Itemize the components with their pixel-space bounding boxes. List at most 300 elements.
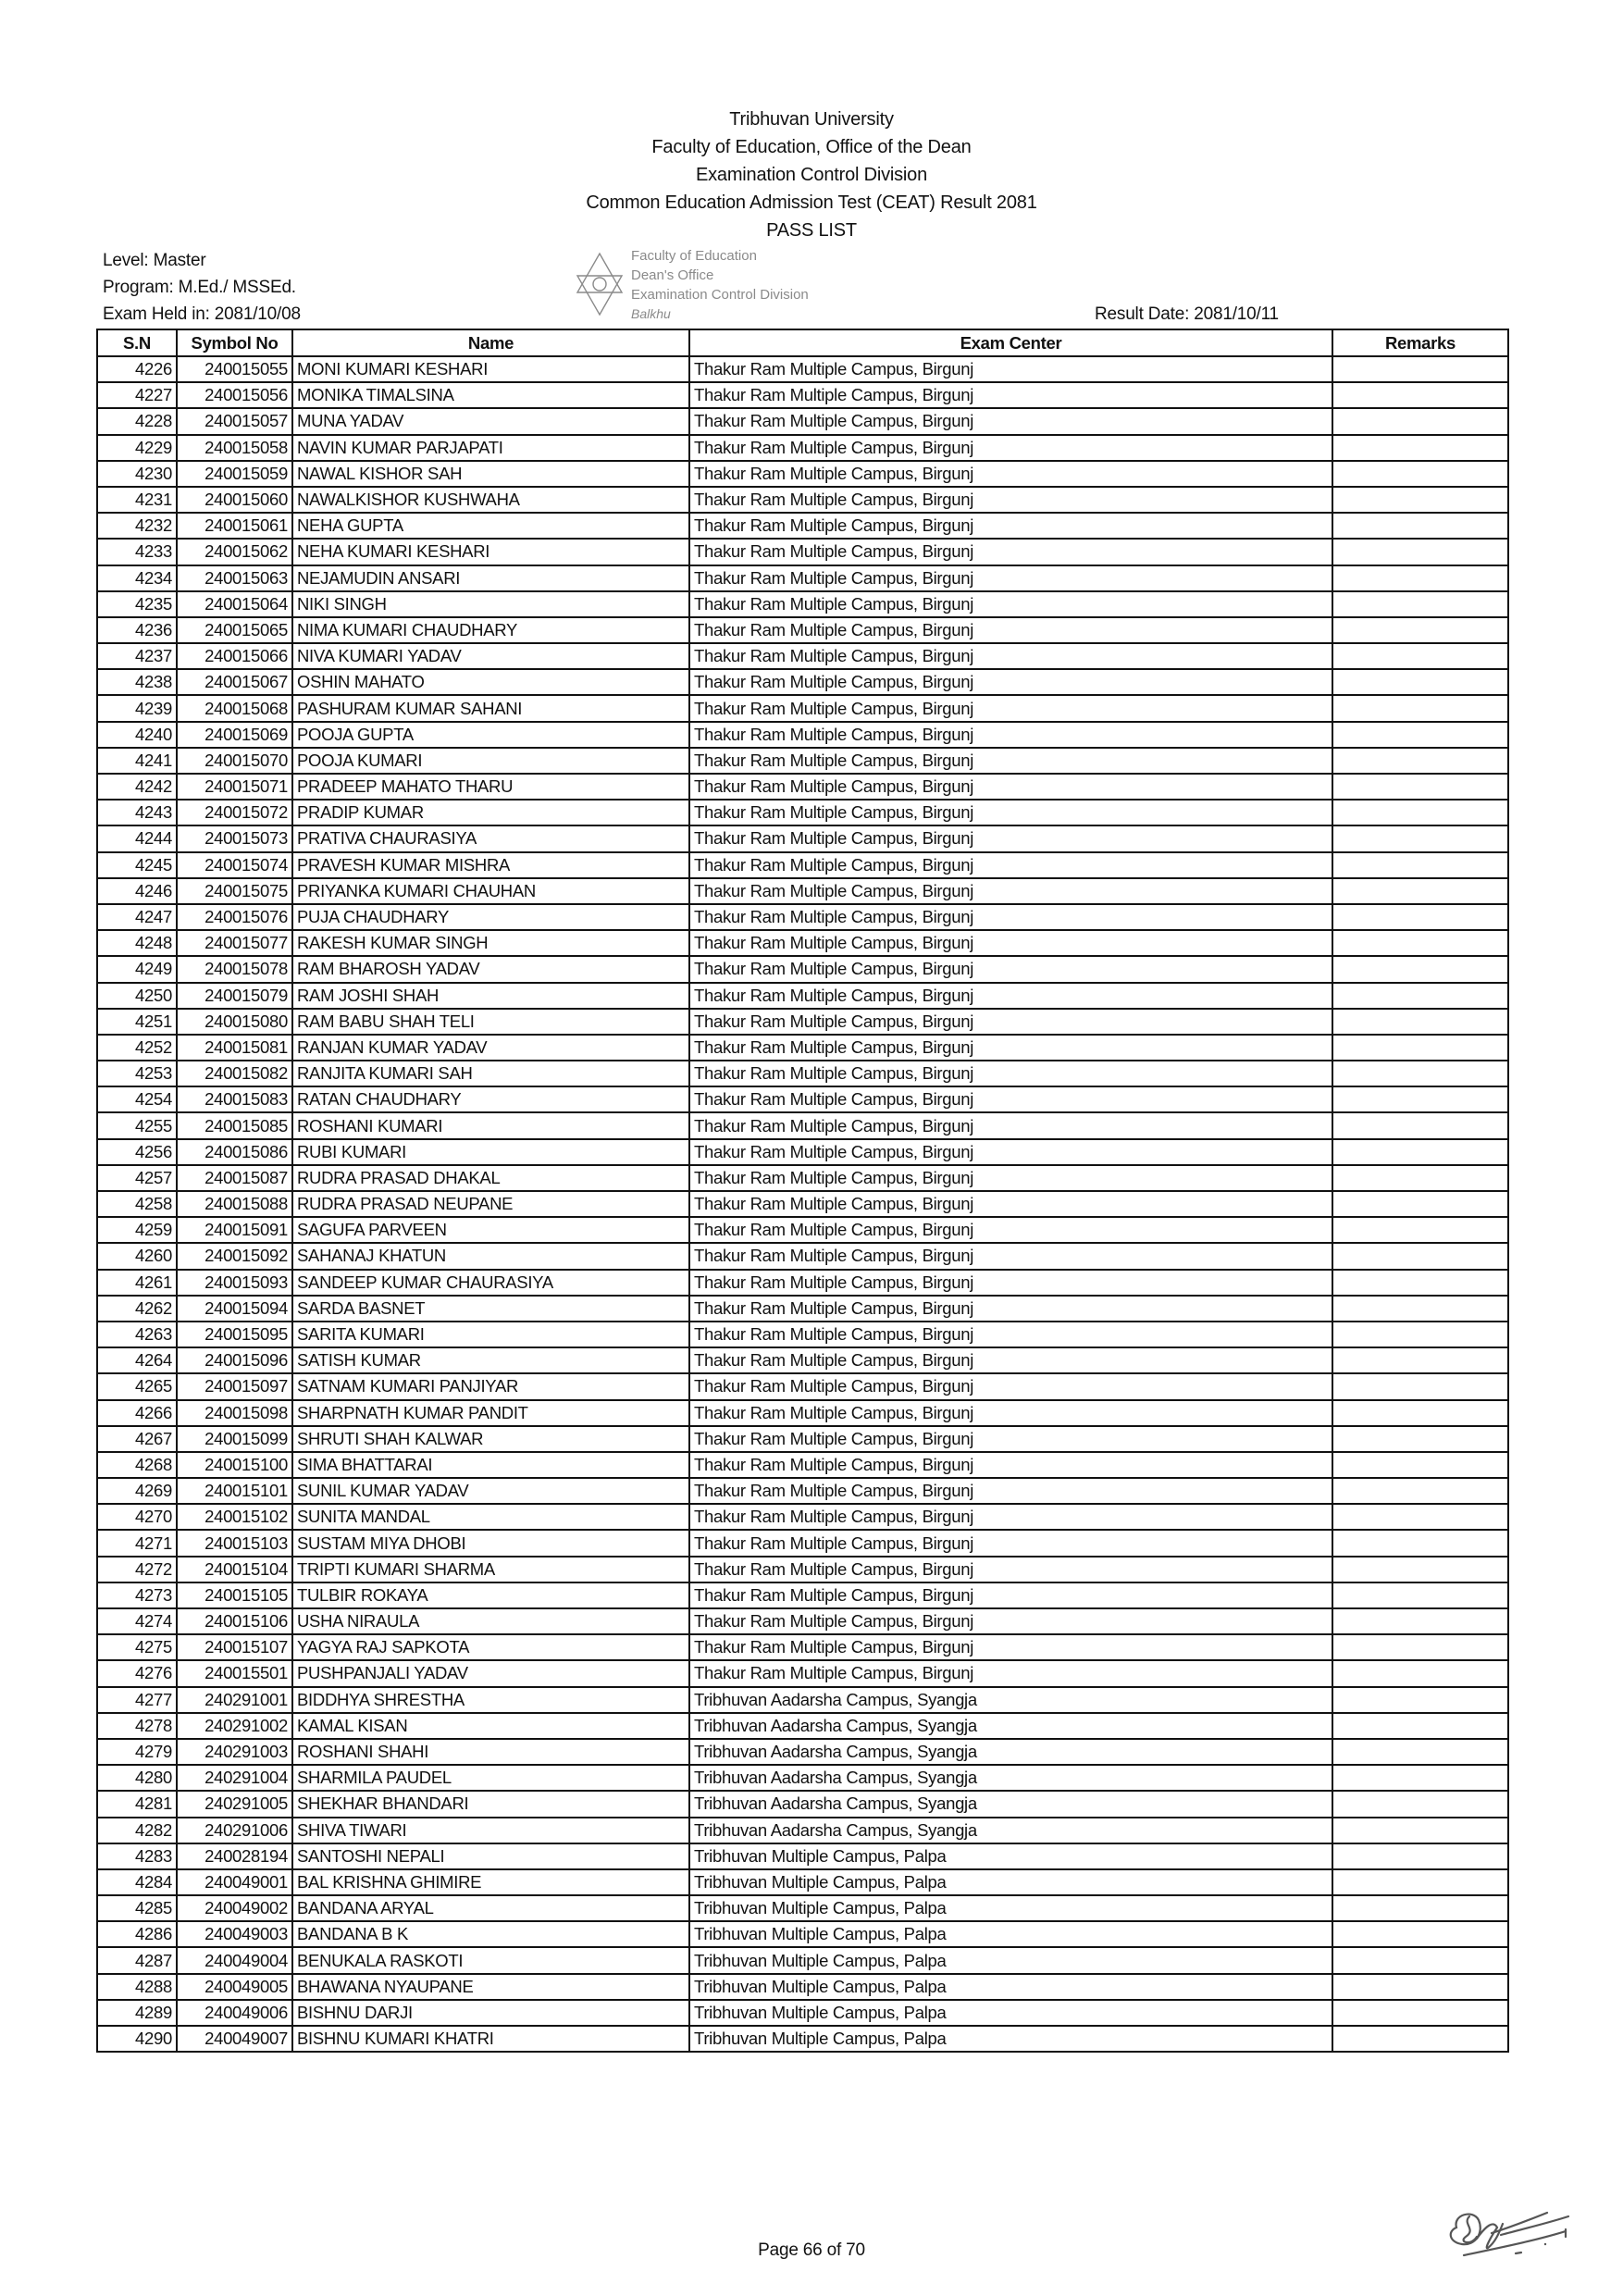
cell-remarks bbox=[1332, 1974, 1508, 2000]
cell-symbol-no: 240015062 bbox=[177, 539, 292, 565]
cell-exam-center: Thakur Ram Multiple Campus, Birgunj bbox=[689, 1608, 1332, 1634]
emblem-icon bbox=[574, 250, 626, 320]
table-row bbox=[97, 1557, 1508, 1582]
cell-symbol-no: 240015058 bbox=[177, 435, 292, 461]
cell-remarks bbox=[1332, 461, 1508, 487]
cell-exam-center: Thakur Ram Multiple Campus, Birgunj bbox=[689, 408, 1332, 434]
table-row bbox=[97, 1504, 1508, 1530]
cell-name: RANJITA KUMARI SAH bbox=[292, 1061, 689, 1086]
cell-remarks bbox=[1332, 722, 1508, 748]
cell-exam-center: Thakur Ram Multiple Campus, Birgunj bbox=[689, 800, 1332, 825]
cell-sn: 4283 bbox=[97, 1843, 177, 1869]
cell-sn: 4270 bbox=[97, 1504, 177, 1530]
cell-remarks bbox=[1332, 1713, 1508, 1739]
cell-name: SAGUFA PARVEEN bbox=[292, 1217, 689, 1243]
table-row bbox=[97, 1296, 1508, 1322]
cell-symbol-no: 240015070 bbox=[177, 748, 292, 774]
cell-exam-center: Tribhuvan Multiple Campus, Palpa bbox=[689, 1895, 1332, 1921]
cell-remarks bbox=[1332, 1373, 1508, 1399]
cell-exam-center: Thakur Ram Multiple Campus, Birgunj bbox=[689, 1270, 1332, 1296]
cell-sn: 4281 bbox=[97, 1791, 177, 1817]
cell-symbol-no: 240015060 bbox=[177, 487, 292, 513]
cell-sn: 4232 bbox=[97, 513, 177, 539]
cell-symbol-no: 240015075 bbox=[177, 878, 292, 904]
cell-remarks bbox=[1332, 930, 1508, 956]
cell-remarks bbox=[1332, 617, 1508, 643]
table-row bbox=[97, 1869, 1508, 1895]
cell-remarks bbox=[1332, 1243, 1508, 1269]
cell-name: SAHANAJ KHATUN bbox=[292, 1243, 689, 1269]
cell-name: POOJA KUMARI bbox=[292, 748, 689, 774]
cell-name: BHAWANA NYAUPANE bbox=[292, 1974, 689, 2000]
cell-remarks bbox=[1332, 1165, 1508, 1191]
table-row bbox=[97, 1843, 1508, 1869]
cell-name: BISHNU KUMARI KHATRI bbox=[292, 2026, 689, 2052]
cell-symbol-no: 240291006 bbox=[177, 1818, 292, 1843]
cell-symbol-no: 240015055 bbox=[177, 356, 292, 382]
cell-symbol-no: 240015068 bbox=[177, 695, 292, 721]
table-row bbox=[97, 435, 1508, 461]
table-row bbox=[97, 1217, 1508, 1243]
cell-name: NEJAMUDIN ANSARI bbox=[292, 565, 689, 591]
cell-symbol-no: 240015099 bbox=[177, 1426, 292, 1452]
cell-sn: 4234 bbox=[97, 565, 177, 591]
cell-remarks bbox=[1332, 669, 1508, 695]
cell-name: RANJAN KUMAR YADAV bbox=[292, 1035, 689, 1061]
cell-sn: 4268 bbox=[97, 1452, 177, 1478]
cell-name: NEHA KUMARI KESHARI bbox=[292, 539, 689, 565]
table-row bbox=[97, 1608, 1508, 1634]
table-row bbox=[97, 617, 1508, 643]
cell-remarks bbox=[1332, 1687, 1508, 1713]
cell-remarks bbox=[1332, 1347, 1508, 1373]
cell-remarks bbox=[1332, 878, 1508, 904]
cell-sn: 4251 bbox=[97, 1009, 177, 1035]
stamp-top-arc: Faculty of Education bbox=[631, 248, 757, 264]
cell-remarks bbox=[1332, 904, 1508, 930]
table-row bbox=[97, 956, 1508, 982]
stamp-middle: Dean's Office bbox=[631, 267, 714, 283]
cell-symbol-no: 240015059 bbox=[177, 461, 292, 487]
cell-remarks bbox=[1332, 774, 1508, 800]
cell-sn: 4257 bbox=[97, 1165, 177, 1191]
cell-exam-center: Thakur Ram Multiple Campus, Birgunj bbox=[689, 1296, 1332, 1322]
table-row bbox=[97, 2000, 1508, 2026]
table-row bbox=[97, 1713, 1508, 1739]
cell-name: SUNITA MANDAL bbox=[292, 1504, 689, 1530]
cell-symbol-no: 240291004 bbox=[177, 1765, 292, 1791]
cell-exam-center: Thakur Ram Multiple Campus, Birgunj bbox=[689, 695, 1332, 721]
cell-remarks bbox=[1332, 539, 1508, 565]
cell-remarks bbox=[1332, 956, 1508, 982]
cell-remarks bbox=[1332, 1634, 1508, 1660]
column-header-name: Name bbox=[292, 329, 689, 356]
table-row bbox=[97, 1035, 1508, 1061]
cell-exam-center: Thakur Ram Multiple Campus, Birgunj bbox=[689, 1452, 1332, 1478]
cell-remarks bbox=[1332, 1191, 1508, 1217]
table-row bbox=[97, 2026, 1508, 2052]
cell-sn: 4241 bbox=[97, 748, 177, 774]
cell-remarks bbox=[1332, 1530, 1508, 1556]
cell-name: RUDRA PRASAD NEUPANE bbox=[292, 1191, 689, 1217]
cell-remarks bbox=[1332, 2000, 1508, 2026]
cell-sn: 4286 bbox=[97, 1921, 177, 1947]
cell-symbol-no: 240015098 bbox=[177, 1400, 292, 1426]
cell-sn: 4252 bbox=[97, 1035, 177, 1061]
cell-sn: 4240 bbox=[97, 722, 177, 748]
cell-remarks bbox=[1332, 643, 1508, 669]
cell-sn: 4237 bbox=[97, 643, 177, 669]
table-row bbox=[97, 1347, 1508, 1373]
table-row bbox=[97, 1947, 1508, 1973]
cell-exam-center: Thakur Ram Multiple Campus, Birgunj bbox=[689, 930, 1332, 956]
cell-exam-center: Thakur Ram Multiple Campus, Birgunj bbox=[689, 1557, 1332, 1582]
cell-exam-center: Thakur Ram Multiple Campus, Birgunj bbox=[689, 983, 1332, 1009]
cell-remarks bbox=[1332, 1452, 1508, 1478]
cell-sn: 4248 bbox=[97, 930, 177, 956]
table-row bbox=[97, 1009, 1508, 1035]
cell-symbol-no: 240015063 bbox=[177, 565, 292, 591]
cell-sn: 4235 bbox=[97, 591, 177, 617]
cell-exam-center: Thakur Ram Multiple Campus, Birgunj bbox=[689, 1165, 1332, 1191]
stamp-text bbox=[631, 246, 1036, 324]
cell-remarks bbox=[1332, 983, 1508, 1009]
cell-symbol-no: 240015092 bbox=[177, 1243, 292, 1269]
cell-symbol-no: 240015091 bbox=[177, 1217, 292, 1243]
table-row bbox=[97, 695, 1508, 721]
cell-remarks bbox=[1332, 1426, 1508, 1452]
cell-name: SHIVA TIWARI bbox=[292, 1818, 689, 1843]
cell-symbol-no: 240291005 bbox=[177, 1791, 292, 1817]
cell-exam-center: Thakur Ram Multiple Campus, Birgunj bbox=[689, 1243, 1332, 1269]
cell-sn: 4236 bbox=[97, 617, 177, 643]
cell-symbol-no: 240015501 bbox=[177, 1660, 292, 1686]
cell-exam-center: Tribhuvan Multiple Campus, Palpa bbox=[689, 1843, 1332, 1869]
cell-symbol-no: 240015094 bbox=[177, 1296, 292, 1322]
stamp-bottom-arc: Examination Control Division bbox=[631, 287, 809, 303]
table-row bbox=[97, 565, 1508, 591]
table-row bbox=[97, 382, 1508, 408]
table-row bbox=[97, 983, 1508, 1009]
cell-name: BISHNU DARJI bbox=[292, 2000, 689, 2026]
cell-name: BENUKALA RASKOTI bbox=[292, 1947, 689, 1973]
cell-name: POOJA GUPTA bbox=[292, 722, 689, 748]
cell-exam-center: Thakur Ram Multiple Campus, Birgunj bbox=[689, 617, 1332, 643]
cell-remarks bbox=[1332, 1478, 1508, 1504]
cell-exam-center: Thakur Ram Multiple Campus, Birgunj bbox=[689, 1660, 1332, 1686]
official-stamp bbox=[574, 246, 1036, 326]
university-name: Tribhuvan University bbox=[729, 109, 894, 130]
cell-sn: 4261 bbox=[97, 1270, 177, 1296]
cell-remarks bbox=[1332, 1035, 1508, 1061]
cell-name: SUNIL KUMAR YADAV bbox=[292, 1478, 689, 1504]
cell-symbol-no: 240049005 bbox=[177, 1974, 292, 2000]
cell-remarks bbox=[1332, 825, 1508, 851]
table-row bbox=[97, 1530, 1508, 1556]
cell-sn: 4264 bbox=[97, 1347, 177, 1373]
cell-sn: 4267 bbox=[97, 1426, 177, 1452]
cell-remarks bbox=[1332, 1270, 1508, 1296]
cell-exam-center: Thakur Ram Multiple Campus, Birgunj bbox=[689, 748, 1332, 774]
cell-exam-center: Tribhuvan Multiple Campus, Palpa bbox=[689, 1974, 1332, 2000]
table-row bbox=[97, 591, 1508, 617]
cell-exam-center: Tribhuvan Aadarsha Campus, Syangja bbox=[689, 1765, 1332, 1791]
cell-exam-center: Thakur Ram Multiple Campus, Birgunj bbox=[689, 1504, 1332, 1530]
cell-exam-center: Tribhuvan Aadarsha Campus, Syangja bbox=[689, 1818, 1332, 1843]
cell-exam-center: Thakur Ram Multiple Campus, Birgunj bbox=[689, 1373, 1332, 1399]
cell-remarks bbox=[1332, 565, 1508, 591]
cell-exam-center: Tribhuvan Multiple Campus, Palpa bbox=[689, 1869, 1332, 1895]
table-row bbox=[97, 487, 1508, 513]
table-row bbox=[97, 1895, 1508, 1921]
cell-symbol-no: 240015077 bbox=[177, 930, 292, 956]
cell-name: PRIYANKA KUMARI CHAUHAN bbox=[292, 878, 689, 904]
cell-sn: 4287 bbox=[97, 1947, 177, 1973]
cell-exam-center: Thakur Ram Multiple Campus, Birgunj bbox=[689, 1426, 1332, 1452]
cell-sn: 4285 bbox=[97, 1895, 177, 1921]
table-row bbox=[97, 1139, 1508, 1165]
cell-exam-center: Thakur Ram Multiple Campus, Birgunj bbox=[689, 825, 1332, 851]
table-row bbox=[97, 356, 1508, 382]
cell-remarks bbox=[1332, 1739, 1508, 1765]
cell-exam-center: Thakur Ram Multiple Campus, Birgunj bbox=[689, 878, 1332, 904]
cell-sn: 4271 bbox=[97, 1530, 177, 1556]
cell-sn: 4273 bbox=[97, 1582, 177, 1608]
cell-remarks bbox=[1332, 695, 1508, 721]
cell-symbol-no: 240015083 bbox=[177, 1086, 292, 1112]
cell-remarks bbox=[1332, 1112, 1508, 1138]
table-row bbox=[97, 1191, 1508, 1217]
cell-name: BANDANA B K bbox=[292, 1921, 689, 1947]
cell-name: NAWAL KISHOR SAH bbox=[292, 461, 689, 487]
cell-symbol-no: 240015071 bbox=[177, 774, 292, 800]
page-number: Page 66 of 70 bbox=[758, 2240, 865, 2260]
cell-remarks bbox=[1332, 1322, 1508, 1347]
table-row bbox=[97, 1791, 1508, 1817]
cell-symbol-no: 240291002 bbox=[177, 1713, 292, 1739]
cell-remarks bbox=[1332, 1009, 1508, 1035]
cell-name: MONIKA TIMALSINA bbox=[292, 382, 689, 408]
table-row bbox=[97, 930, 1508, 956]
cell-symbol-no: 240015096 bbox=[177, 1347, 292, 1373]
cell-remarks bbox=[1332, 1504, 1508, 1530]
cell-sn: 4269 bbox=[97, 1478, 177, 1504]
table-row bbox=[97, 1582, 1508, 1608]
cell-name: RAKESH KUMAR SINGH bbox=[292, 930, 689, 956]
cell-symbol-no: 240015072 bbox=[177, 800, 292, 825]
table-header-row bbox=[97, 329, 1508, 356]
cell-name: BIDDHYA SHRESTHA bbox=[292, 1687, 689, 1713]
cell-name: NIKI SINGH bbox=[292, 591, 689, 617]
cell-name: YAGYA RAJ SAPKOTA bbox=[292, 1634, 689, 1660]
cell-exam-center: Thakur Ram Multiple Campus, Birgunj bbox=[689, 669, 1332, 695]
cell-name: BANDANA ARYAL bbox=[292, 1895, 689, 1921]
cell-remarks bbox=[1332, 1086, 1508, 1112]
cell-sn: 4244 bbox=[97, 825, 177, 851]
cell-remarks bbox=[1332, 2026, 1508, 2052]
cell-name: SHEKHAR BHANDARI bbox=[292, 1791, 689, 1817]
cell-sn: 4282 bbox=[97, 1818, 177, 1843]
table-row bbox=[97, 825, 1508, 851]
cell-sn: 4247 bbox=[97, 904, 177, 930]
cell-remarks bbox=[1332, 435, 1508, 461]
cell-name: PRADEEP MAHATO THARU bbox=[292, 774, 689, 800]
table-row bbox=[97, 1086, 1508, 1112]
table-row bbox=[97, 1478, 1508, 1504]
cell-name: TULBIR ROKAYA bbox=[292, 1582, 689, 1608]
cell-name: BAL KRISHNA GHIMIRE bbox=[292, 1869, 689, 1895]
table-row bbox=[97, 1687, 1508, 1713]
table-row bbox=[97, 878, 1508, 904]
table-row bbox=[97, 852, 1508, 878]
cell-symbol-no: 240015085 bbox=[177, 1112, 292, 1138]
cell-sn: 4288 bbox=[97, 1974, 177, 2000]
cell-sn: 4227 bbox=[97, 382, 177, 408]
table-row bbox=[97, 1165, 1508, 1191]
table-row bbox=[97, 1739, 1508, 1765]
cell-sn: 4259 bbox=[97, 1217, 177, 1243]
cell-symbol-no: 240015079 bbox=[177, 983, 292, 1009]
cell-remarks bbox=[1332, 487, 1508, 513]
cell-exam-center: Thakur Ram Multiple Campus, Birgunj bbox=[689, 591, 1332, 617]
cell-remarks bbox=[1332, 1400, 1508, 1426]
cell-remarks bbox=[1332, 408, 1508, 434]
table-row bbox=[97, 1634, 1508, 1660]
table-row bbox=[97, 669, 1508, 695]
cell-sn: 4256 bbox=[97, 1139, 177, 1165]
cell-symbol-no: 240049004 bbox=[177, 1947, 292, 1973]
table-row bbox=[97, 1061, 1508, 1086]
cell-exam-center: Tribhuvan Multiple Campus, Palpa bbox=[689, 1921, 1332, 1947]
cell-sn: 4260 bbox=[97, 1243, 177, 1269]
table-row bbox=[97, 722, 1508, 748]
cell-exam-center: Thakur Ram Multiple Campus, Birgunj bbox=[689, 382, 1332, 408]
column-header-sn: S.N bbox=[97, 329, 177, 356]
cell-remarks bbox=[1332, 1217, 1508, 1243]
exam-held-label: Exam Held in: 2081/10/08 bbox=[103, 304, 301, 324]
cell-sn: 4266 bbox=[97, 1400, 177, 1426]
cell-sn: 4262 bbox=[97, 1296, 177, 1322]
cell-remarks bbox=[1332, 1660, 1508, 1686]
cell-remarks bbox=[1332, 748, 1508, 774]
cell-exam-center: Thakur Ram Multiple Campus, Birgunj bbox=[689, 1634, 1332, 1660]
cell-symbol-no: 240015101 bbox=[177, 1478, 292, 1504]
cell-exam-center: Thakur Ram Multiple Campus, Birgunj bbox=[689, 1478, 1332, 1504]
cell-name: SHRUTI SHAH KALWAR bbox=[292, 1426, 689, 1452]
cell-remarks bbox=[1332, 1895, 1508, 1921]
cell-exam-center: Tribhuvan Aadarsha Campus, Syangja bbox=[689, 1687, 1332, 1713]
table-row bbox=[97, 1322, 1508, 1347]
cell-symbol-no: 240015057 bbox=[177, 408, 292, 434]
cell-remarks bbox=[1332, 1818, 1508, 1843]
cell-symbol-no: 240015097 bbox=[177, 1373, 292, 1399]
cell-exam-center: Thakur Ram Multiple Campus, Birgunj bbox=[689, 1112, 1332, 1138]
cell-name: PUJA CHAUDHARY bbox=[292, 904, 689, 930]
cell-exam-center: Thakur Ram Multiple Campus, Birgunj bbox=[689, 1217, 1332, 1243]
cell-remarks bbox=[1332, 1608, 1508, 1634]
cell-sn: 4231 bbox=[97, 487, 177, 513]
cell-name: NAWALKISHOR KUSHWAHA bbox=[292, 487, 689, 513]
cell-sn: 4278 bbox=[97, 1713, 177, 1739]
cell-name: SIMA BHATTARAI bbox=[292, 1452, 689, 1478]
table-row bbox=[97, 1243, 1508, 1269]
table-row bbox=[97, 748, 1508, 774]
cell-sn: 4290 bbox=[97, 2026, 177, 2052]
cell-symbol-no: 240015082 bbox=[177, 1061, 292, 1086]
cell-sn: 4265 bbox=[97, 1373, 177, 1399]
cell-symbol-no: 240015104 bbox=[177, 1557, 292, 1582]
cell-sn: 4280 bbox=[97, 1765, 177, 1791]
cell-symbol-no: 240015093 bbox=[177, 1270, 292, 1296]
cell-remarks bbox=[1332, 800, 1508, 825]
cell-exam-center: Thakur Ram Multiple Campus, Birgunj bbox=[689, 1086, 1332, 1112]
cell-sn: 4279 bbox=[97, 1739, 177, 1765]
cell-symbol-no: 240015081 bbox=[177, 1035, 292, 1061]
cell-exam-center: Tribhuvan Multiple Campus, Palpa bbox=[689, 1947, 1332, 1973]
cell-name: PUSHPANJALI YADAV bbox=[292, 1660, 689, 1686]
cell-exam-center: Thakur Ram Multiple Campus, Birgunj bbox=[689, 513, 1332, 539]
cell-exam-center: Tribhuvan Multiple Campus, Palpa bbox=[689, 2000, 1332, 2026]
table-row bbox=[97, 1270, 1508, 1296]
cell-sn: 4277 bbox=[97, 1687, 177, 1713]
cell-name: RATAN CHAUDHARY bbox=[292, 1086, 689, 1112]
cell-sn: 4258 bbox=[97, 1191, 177, 1217]
cell-remarks bbox=[1332, 591, 1508, 617]
cell-symbol-no: 240015095 bbox=[177, 1322, 292, 1347]
table-row bbox=[97, 1373, 1508, 1399]
table-row bbox=[97, 539, 1508, 565]
cell-sn: 4275 bbox=[97, 1634, 177, 1660]
cell-symbol-no: 240015056 bbox=[177, 382, 292, 408]
cell-name: SANDEEP KUMAR CHAURASIYA bbox=[292, 1270, 689, 1296]
cell-name: SATISH KUMAR bbox=[292, 1347, 689, 1373]
cell-exam-center: Thakur Ram Multiple Campus, Birgunj bbox=[689, 1400, 1332, 1426]
cell-sn: 4253 bbox=[97, 1061, 177, 1086]
list-title: PASS LIST bbox=[766, 220, 857, 241]
cell-name: NEHA GUPTA bbox=[292, 513, 689, 539]
cell-exam-center: Tribhuvan Aadarsha Campus, Syangja bbox=[689, 1713, 1332, 1739]
pass-list-table bbox=[96, 329, 1509, 2053]
cell-symbol-no: 240015105 bbox=[177, 1582, 292, 1608]
cell-name: RUBI KUMARI bbox=[292, 1139, 689, 1165]
cell-remarks bbox=[1332, 513, 1508, 539]
cell-sn: 4229 bbox=[97, 435, 177, 461]
cell-symbol-no: 240015074 bbox=[177, 852, 292, 878]
cell-name: SUSTAM MIYA DHOBI bbox=[292, 1530, 689, 1556]
table-row bbox=[97, 774, 1508, 800]
cell-name: NIVA KUMARI YADAV bbox=[292, 643, 689, 669]
cell-remarks bbox=[1332, 1296, 1508, 1322]
column-header-symbol-no: Symbol No bbox=[177, 329, 292, 356]
stamp-location: Balkhu bbox=[631, 306, 671, 321]
cell-name: USHA NIRAULA bbox=[292, 1608, 689, 1634]
cell-name: RAM BABU SHAH TELI bbox=[292, 1009, 689, 1035]
cell-name: OSHIN MAHATO bbox=[292, 669, 689, 695]
cell-name: RAM JOSHI SHAH bbox=[292, 983, 689, 1009]
cell-remarks bbox=[1332, 1765, 1508, 1791]
cell-sn: 4228 bbox=[97, 408, 177, 434]
cell-symbol-no: 240015065 bbox=[177, 617, 292, 643]
cell-name: MUNA YADAV bbox=[292, 408, 689, 434]
table-row bbox=[97, 800, 1508, 825]
cell-exam-center: Thakur Ram Multiple Campus, Birgunj bbox=[689, 1530, 1332, 1556]
cell-symbol-no: 240015103 bbox=[177, 1530, 292, 1556]
cell-symbol-no: 240049003 bbox=[177, 1921, 292, 1947]
cell-symbol-no: 240015107 bbox=[177, 1634, 292, 1660]
table-row bbox=[97, 1400, 1508, 1426]
cell-exam-center: Tribhuvan Multiple Campus, Palpa bbox=[689, 2026, 1332, 2052]
cell-exam-center: Thakur Ram Multiple Campus, Birgunj bbox=[689, 1061, 1332, 1086]
